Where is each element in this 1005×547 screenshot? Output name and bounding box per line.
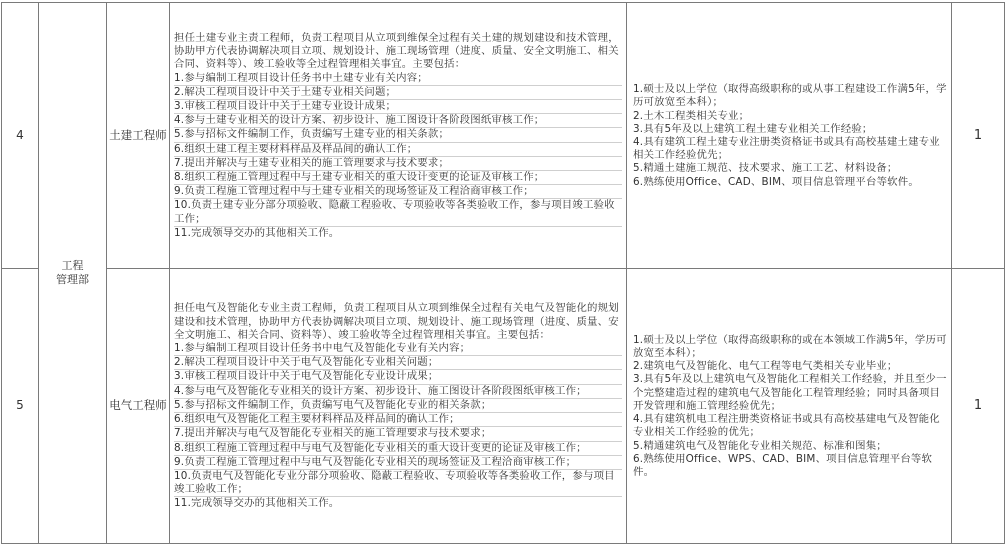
duty-item: 2.解决工程项目设计中关于土建专业相关问题； xyxy=(174,86,622,100)
duty-intro: 担任电气及智能化专业主责工程师，负责工程项目从立项到维保全过程有关电气及智能化的规划建设和技术管理，协助甲方代表协调解决项目立项、规划设计、施工现场管理（进度、质量、安全文明施工、相关合同、资料等）、竣工验收等全过程管理相关事宜。主要包括： xyxy=(174,302,619,341)
table-row xyxy=(2,3,1005,269)
position-title: 电气工程师 xyxy=(107,269,170,544)
duty-item: 4.参与电气及智能化专业相关的设计方案、初步设计、施工图设计各阶段图纸审核工作； xyxy=(174,385,622,399)
requirement-item: 2.土木工程类相关专业； xyxy=(633,109,750,122)
duty-item: 8.组织工程施工管理过程中与电气及智能化专业相关的重大设计变更的论证及审核工作； xyxy=(174,442,622,456)
requirement-item: 3.具有5年及以上建筑电气及智能化工程相关工作经验，并且至少一个完整建造过程的建筑电气及智能化工程管理经验；同时具备项目开发管理和施工管理经验优先； xyxy=(633,373,947,412)
duty-item: 3.审核工程项目设计中关于电气及智能化专业设计成果； xyxy=(174,370,622,384)
duty-item: 5.参与招标文件编制工作，负责编写电气及智能化专业的相关条款； xyxy=(174,399,622,413)
duty-item: 10.负责土建专业分部分项验收、隐蔽工程验收、专项验收等各类验收工作，参与项目竣工验收工作； xyxy=(174,199,622,226)
table-row xyxy=(2,269,1005,544)
row-number: 4 xyxy=(2,3,39,269)
duty-item: 10.负责电气及智能化专业分部分项验收、隐蔽工程验收、专项验收等各类验收工作，参与项目竣工验收工作； xyxy=(174,470,622,497)
duty-item: 7.提出并解决与电气及智能化专业相关的施工管理要求与技术要求； xyxy=(174,427,622,441)
headcount: 1 xyxy=(952,3,1005,269)
requirement-item: 1.硕士及以上学位（取得高级职称的或在本领域工作满5年，学历可放宽至本科）； xyxy=(633,333,947,360)
requirement-item: 6.熟练使用Office、CAD、BIM、项目信息管理平台等软件。 xyxy=(633,175,919,188)
department-cell xyxy=(39,3,107,544)
duty-item: 6.组织土建工程主要材料样品及样品间的确认工作； xyxy=(174,143,622,157)
requirement-item: 2.建筑电气及智能化、电气工程等电气类相关专业毕业； xyxy=(633,360,898,373)
duty-item: 2.解决工程项目设计中关于电气及智能化专业相关问题； xyxy=(174,356,622,370)
duty-item: 11.完成领导交办的其他相关工作。 xyxy=(174,497,340,510)
duties-cell xyxy=(170,3,627,269)
requirements-cell xyxy=(627,3,952,269)
duty-item: 7.提出并解决与土建专业相关的施工管理要求与技术要求； xyxy=(174,157,622,171)
duty-item: 1.参与编制工程项目设计任务书中电气及智能化专业有关内容； xyxy=(174,342,622,356)
requirement-item: 1.硕士及以上学位（取得高级职称的或从事工程建设工作满5年，学历可放宽至本科）； xyxy=(633,83,947,109)
duty-intro: 担任土建专业主责工程师，负责工程项目从立项到维保全过程有关土建的规划建设和技术管理，协助甲方代表协调解决项目立项、规划设计、施工现场管理（进度、质量、安全文明施工、相关合同、资料等）、竣工验收等全过程管理相关事宜。主要包括： xyxy=(174,31,619,71)
department-label: 工程 管理部 xyxy=(56,259,89,286)
duty-item: 8.组织工程施工管理过程中与土建专业相关的重大设计变更的论证及审核工作； xyxy=(174,171,622,185)
requirement-item: 3.具有5年及以上建筑工程土建专业相关工作经验； xyxy=(633,122,873,135)
job-table xyxy=(1,2,1005,544)
requirement-item: 4.具有建筑机电工程注册类资格证书或具有高校基建电气及智能化专业相关工作经验的优先； xyxy=(633,413,940,439)
duty-item: 5.参与招标文件编制工作，负责编写土建专业的相关条款； xyxy=(174,128,622,142)
duty-item: 4.参与土建专业相关的设计方案、初步设计、施工图设计各阶段图纸审核工作； xyxy=(174,114,622,128)
duty-item: 9.负责工程施工管理过程中与土建专业相关的现场签证及工程洽商审核工作； xyxy=(174,185,622,199)
row-number: 5 xyxy=(2,269,39,544)
duties-cell xyxy=(170,269,627,544)
duty-item: 3.审核工程项目设计中关于土建专业设计成果； xyxy=(174,100,622,114)
requirement-item: 5.精通土建施工规范、技术要求、施工工艺、材料设备； xyxy=(633,162,898,175)
requirements-cell xyxy=(627,269,952,544)
duty-item: 11.完成领导交办的其他相关工作。 xyxy=(174,226,340,239)
headcount: 1 xyxy=(952,269,1005,544)
duty-item: 9.负责工程施工管理过程中与电气及智能化专业相关的现场签证及工程洽商审核工作； xyxy=(174,456,622,470)
requirement-item: 6.熟练使用Office、WPS、CAD、BIM、项目信息管理平台等软件。 xyxy=(633,452,933,478)
duty-item: 6.组织电气及智能化工程主要材料样品及样品间的确认工作； xyxy=(174,413,622,427)
requirement-item: 5.精通建筑电气及智能化专业相关规范、标准和图集； xyxy=(633,439,887,452)
requirement-item: 4.具有建筑工程土建专业注册类资格证书或具有高校基建土建专业相关工作经验优先； xyxy=(633,136,940,162)
position-title: 土建工程师 xyxy=(107,3,170,269)
duty-item: 1.参与编制工程项目设计任务书中土建专业有关内容； xyxy=(174,72,622,86)
